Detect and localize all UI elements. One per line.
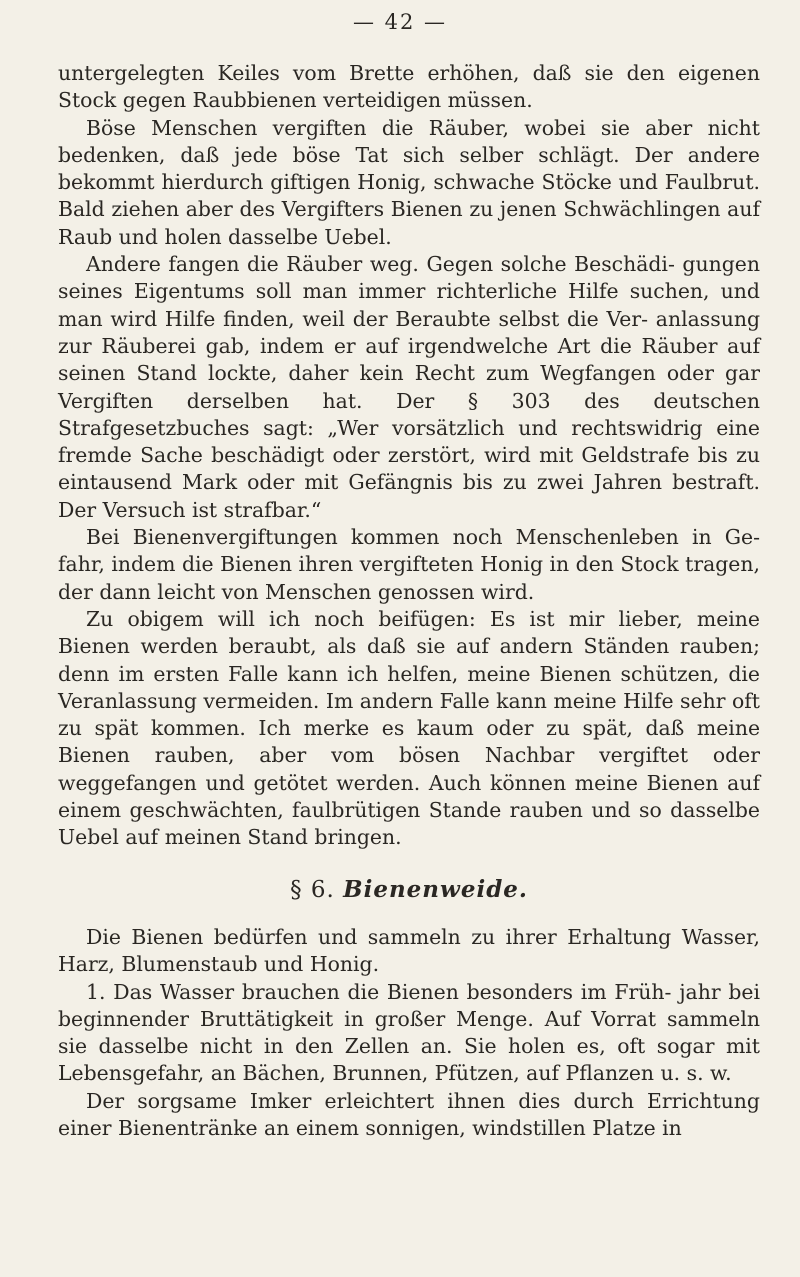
text-line: sehr oft zu spät kommen. Ich merke es kaum oder zu spät, daß xyxy=(58,688,760,741)
text-line: gungen seines Eigentums soll man immer richterliche Hilfe suchen, xyxy=(58,252,760,304)
section-number: § 6. xyxy=(290,876,335,903)
text-line: Zu obigem will ich noch beifügen: Es ist mir lieber, meine xyxy=(86,606,760,631)
text-line: untergelegten Keiles vom Brette erhöhen, daß sie den eigenen Stock xyxy=(58,61,760,113)
text-line: und man wird Hilfe finden, weil der Beraubte selbst die Ver- xyxy=(58,279,760,331)
page-number: — 42 — xyxy=(352,10,448,34)
text-line: Böse Menschen vergiften die Räuber, wobei sie aber nicht xyxy=(86,115,760,140)
section-heading xyxy=(58,876,760,904)
text-line: Der sorgsame Imker erleichtert ihnen dies durch Errichtung xyxy=(86,1088,760,1113)
paragraph-water xyxy=(58,979,760,1088)
text-line: Strafgesetzbuches sagt: „Wer vorsätzlich und rechtswidrig eine xyxy=(58,415,760,440)
paragraph-danger xyxy=(58,524,760,606)
text-line: einer Bienentränke an einem sonnigen, windstillen Platze in xyxy=(58,1115,682,1140)
text-line: eintausend Mark oder mit Gefängnis bis zu zwei Jahren bestraft. xyxy=(58,470,760,495)
paragraph-needs xyxy=(58,924,760,979)
text-line: fremde Sache beschädigt oder zerstört, wird mit Geldstrafe bis zu xyxy=(58,443,760,468)
paragraph-poisoning xyxy=(58,115,760,251)
text-line: Die Bienen bedürfen und sammeln zu ihrer Erhaltung xyxy=(86,924,672,949)
paragraph-continuation xyxy=(58,60,760,115)
text-line: Wasser, Harz, Blumenstaub und Honig. xyxy=(58,924,761,977)
text-line: bedenken, daß jede böse Tat sich selber schlägt. Der andere xyxy=(58,142,760,167)
text-line: gegen Raubbienen verteidigen müssen. xyxy=(122,88,533,113)
text-line: Der Versuch ist strafbar.“ xyxy=(58,497,322,522)
text-line: Andere fangen die Räuber weg. Gegen solche Beschädi- xyxy=(86,252,675,277)
paragraph-law xyxy=(58,251,760,524)
text-line: fahr, indem die Bienen ihren vergifteten Honig in den Stock xyxy=(58,552,679,577)
text-line: oder gar Vergiften derselben hat. Der § 303 des deutschen xyxy=(58,361,760,413)
text-line: 1. Das Wasser brauchen die Bienen besonders im Früh- xyxy=(86,979,672,1004)
text-line: anlassung zur Räuberei gab, indem er auf irgendwelche Art die xyxy=(58,306,761,358)
text-line: bekommt hierdurch giftigen Honig, schwache Stöcke und Faulbrut. xyxy=(58,170,760,195)
text-line: Veranlassung vermeiden. Im andern Falle kann meine Hilfe xyxy=(58,688,674,713)
text-line: Räuber auf seinen Stand lockte, daher kein Recht zum Wegfangen xyxy=(58,333,761,386)
text-line: Pflanzen u. s. w. xyxy=(565,1061,732,1086)
text-line: auf Raub und holen dasselbe Uebel. xyxy=(58,197,760,249)
body-text xyxy=(58,60,760,1142)
text-line: jahr bei beginnender Bruttätigkeit in großer Menge. Auf Vorrat xyxy=(58,979,761,1031)
text-line: Bald ziehen aber des Vergifters Bienen zu jenen Schwächlingen xyxy=(58,197,721,222)
text-line: meine Bienen rauben, aber vom bösen Nachbar vergiftet oder xyxy=(58,716,761,768)
paragraph-watering-place xyxy=(58,1088,760,1143)
paragraph-addendum xyxy=(58,606,760,852)
text-line: tragen, der dann leicht von Menschen genossen wird. xyxy=(58,552,760,604)
text-line: weggefangen und getötet werden. Auch können meine Bienen auf xyxy=(58,770,760,795)
text-line: Bei Bienenvergiftungen kommen noch Menschenleben in Ge- xyxy=(86,525,760,550)
text-line: sogar mit Lebensgefahr, an Bächen, Brunnen, Pfützen, auf xyxy=(58,1034,761,1086)
text-line: Uebel auf meinen Stand bringen. xyxy=(58,825,402,850)
text-line: Bienen werden beraubt, als daß sie auf andern Ständen rauben; xyxy=(58,634,760,659)
section-title: Bienenweide. xyxy=(343,875,528,903)
text-line: einem geschwächten, faulbrütigen Stande rauben und so dasselbe xyxy=(58,798,760,823)
text-line: denn im ersten Falle kann ich helfen, meine Bienen schützen, die xyxy=(58,661,760,686)
text-line: sammeln sie dasselbe nicht in den Zellen an. Sie holen es, oft xyxy=(58,1006,760,1059)
